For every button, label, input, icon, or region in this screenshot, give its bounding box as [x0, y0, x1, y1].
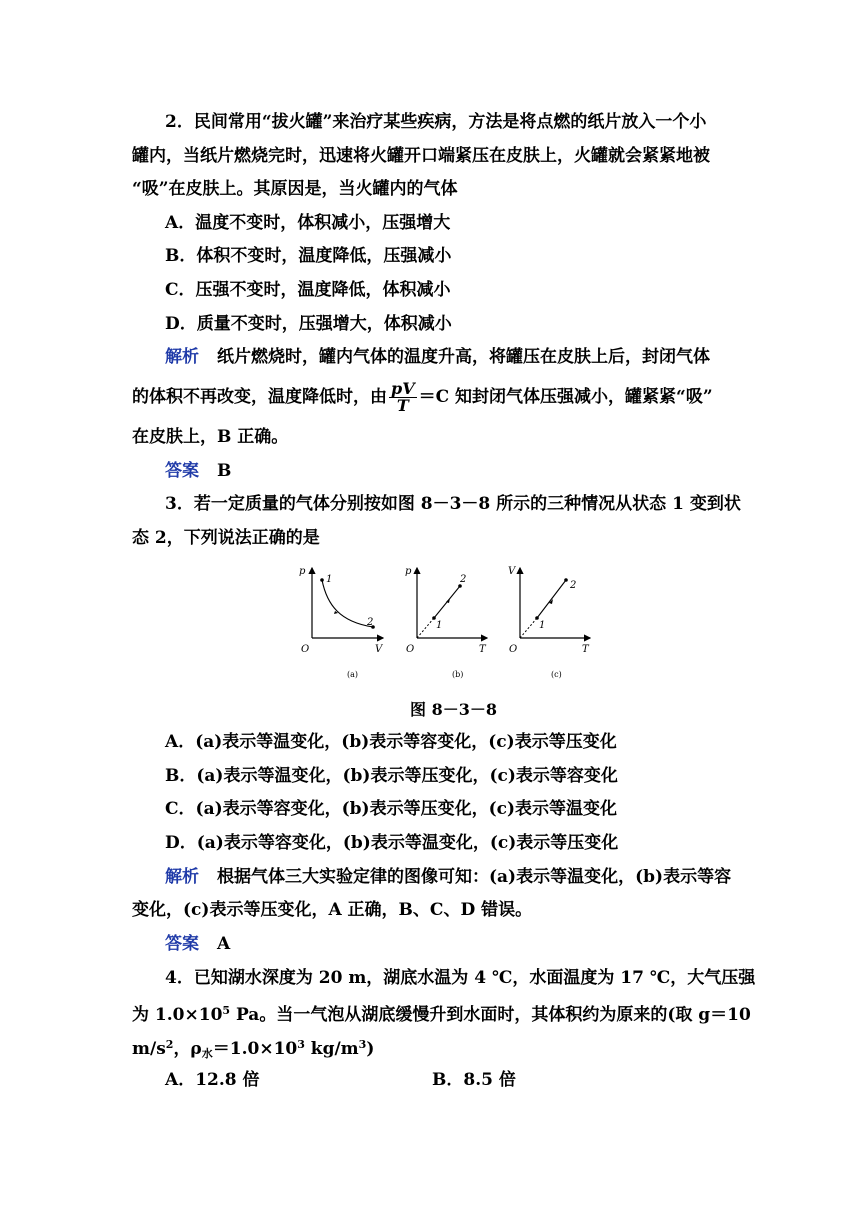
graph-a-point2: 2 [367, 617, 374, 628]
q3-option-b: B．(a)表示等温变化，(b)表示等压变化，(c)表示等容变化 [165, 766, 618, 786]
q4-stem3-e: ) [366, 1039, 375, 1059]
graph-b-y-label: p [405, 566, 412, 577]
q3-answer-line [165, 932, 230, 956]
q4-stem2-a: 为 1.0×10 [132, 1005, 223, 1025]
graph-a-x-label: V [375, 644, 383, 655]
q4-stem3-sup3: 3 [358, 1038, 367, 1051]
graph-c-origin: O [509, 644, 518, 655]
q2-option-b: B．体积不变时，温度降低，压强减小 [165, 246, 452, 266]
q2-stem-line3: “吸”在皮肤上。其原因是，当火罐内的气体 [132, 179, 458, 199]
graph-a-point1: 1 [326, 574, 333, 585]
q4-stem3-b: ，ρ [173, 1039, 202, 1059]
q2-analysis-line1 [165, 345, 710, 369]
graph-c [508, 566, 590, 679]
q2-option-d: D．质量不变时，压强增大，体积减小 [165, 314, 452, 334]
graph-c-x-label: T [582, 644, 589, 655]
q2-analysis-text2b: ＝C 知封闭气体压强减小，罐紧紧“吸” [418, 387, 713, 407]
q3-answer-tag: 答案 [165, 934, 199, 954]
figure-8-3-8 [295, 560, 595, 685]
graph-b [405, 566, 487, 679]
q4-option-a: A．12.8 倍 [165, 1070, 260, 1090]
q2-option-a: A．温度不变时，体积减小，压强增大 [165, 213, 451, 233]
graph-b-origin: O [406, 644, 415, 655]
q4-stem3-sup1: 2 [165, 1038, 174, 1051]
q4-stem2-b: Pa。当一气泡从湖底缓慢升到水面时，其体积约为原来的(取 g＝10 [230, 1005, 751, 1025]
q3-stem-line1: 3．若一定质量的气体分别按如图 8－3－8 所示的三种情况从状态 1 变到状 [165, 494, 741, 514]
figure-caption: 图 8－3－8 [410, 700, 497, 719]
graph-b-point2: 2 [460, 574, 467, 585]
q4-stem3-a: m/s [132, 1039, 166, 1059]
q3-analysis-text1: 根据气体三大实验定律的图像可知：(a)表示等温变化，(b)表示等容 [217, 867, 732, 887]
q3-option-a: A．(a)表示等温变化，(b)表示等容变化，(c)表示等压变化 [165, 732, 617, 752]
q2-answer-tag: 答案 [165, 461, 199, 481]
q2-analysis-line3: 在皮肤上，B 正确。 [132, 427, 289, 447]
q2-analysis-text1: 纸片燃烧时，罐内气体的温度升高，将罐压在皮肤上后，封闭气体 [217, 347, 710, 367]
q4-stem3-d: kg/m [304, 1039, 359, 1059]
q3-option-c: C．(a)表示等容变化，(b)表示等压变化，(c)表示等温变化 [165, 799, 618, 819]
q3-analysis-tag: 解析 [165, 867, 199, 887]
graph-a-caption: (a) [347, 670, 359, 679]
graph-a [299, 566, 384, 679]
q2-stem-line2: 罐内，当纸片燃烧完时，迅速将火罐开口端紧压在皮肤上，火罐就会紧紧地被 [132, 146, 710, 166]
q2-analysis-tag: 解析 [165, 347, 199, 367]
q4-stem2-sup: 5 [222, 1004, 231, 1017]
q4-stem-line3 [132, 1033, 374, 1066]
q4-stem-line1: 4．已知湖水深度为 20 m，湖底水温为 4 ℃，水面温度为 17 ℃，大气压强 [165, 968, 756, 988]
graph-b-x-label: T [479, 644, 486, 655]
q3-analysis-line2: 变化，(c)表示等压变化，A 正确，B、C、D 错误。 [132, 900, 533, 920]
q2-analysis-text2a: 的体积不再改变，温度降低时，由 [132, 387, 387, 407]
q2-answer-value: B [217, 461, 232, 481]
q3-answer-value: A [217, 934, 231, 954]
graph-a-origin: O [301, 644, 310, 655]
graph-a-y-label: p [299, 566, 306, 577]
q3-stem-line2: 态 2，下列说法正确的是 [132, 528, 320, 548]
q2-answer-line [165, 459, 231, 483]
graph-b-caption: (b) [452, 670, 464, 679]
q4-stem3-c: ＝1.0×10 [212, 1039, 298, 1059]
q4-stem3-sup2: 3 [297, 1038, 305, 1051]
formula-denominator: T [396, 396, 409, 415]
q4-stem-line2 [132, 999, 751, 1027]
q4-option-b: B．8.5 倍 [432, 1070, 516, 1090]
q2-analysis-line2 [132, 381, 713, 414]
graph-c-point2: 2 [570, 580, 577, 591]
formula-numerator: pV [391, 379, 415, 398]
q3-option-d: D．(a)表示等容变化，(b)表示等温变化，(c)表示等压变化 [165, 833, 619, 853]
q3-analysis-line1 [165, 865, 731, 889]
formula-fraction [389, 381, 417, 414]
q4-stem3-sub: 水 [201, 1047, 213, 1060]
graph-c-caption: (c) [551, 670, 562, 679]
graph-c-y-label: V [508, 566, 516, 577]
graph-c-point1: 1 [539, 620, 546, 631]
q2-stem-line1: 2．民间常用“拔火罐”来治疗某些疾病，方法是将点燃的纸片放入一个小 [165, 112, 707, 132]
graph-b-point1: 1 [436, 620, 443, 631]
q2-option-c: C．压强不变时，温度降低，体积减小 [165, 280, 451, 300]
